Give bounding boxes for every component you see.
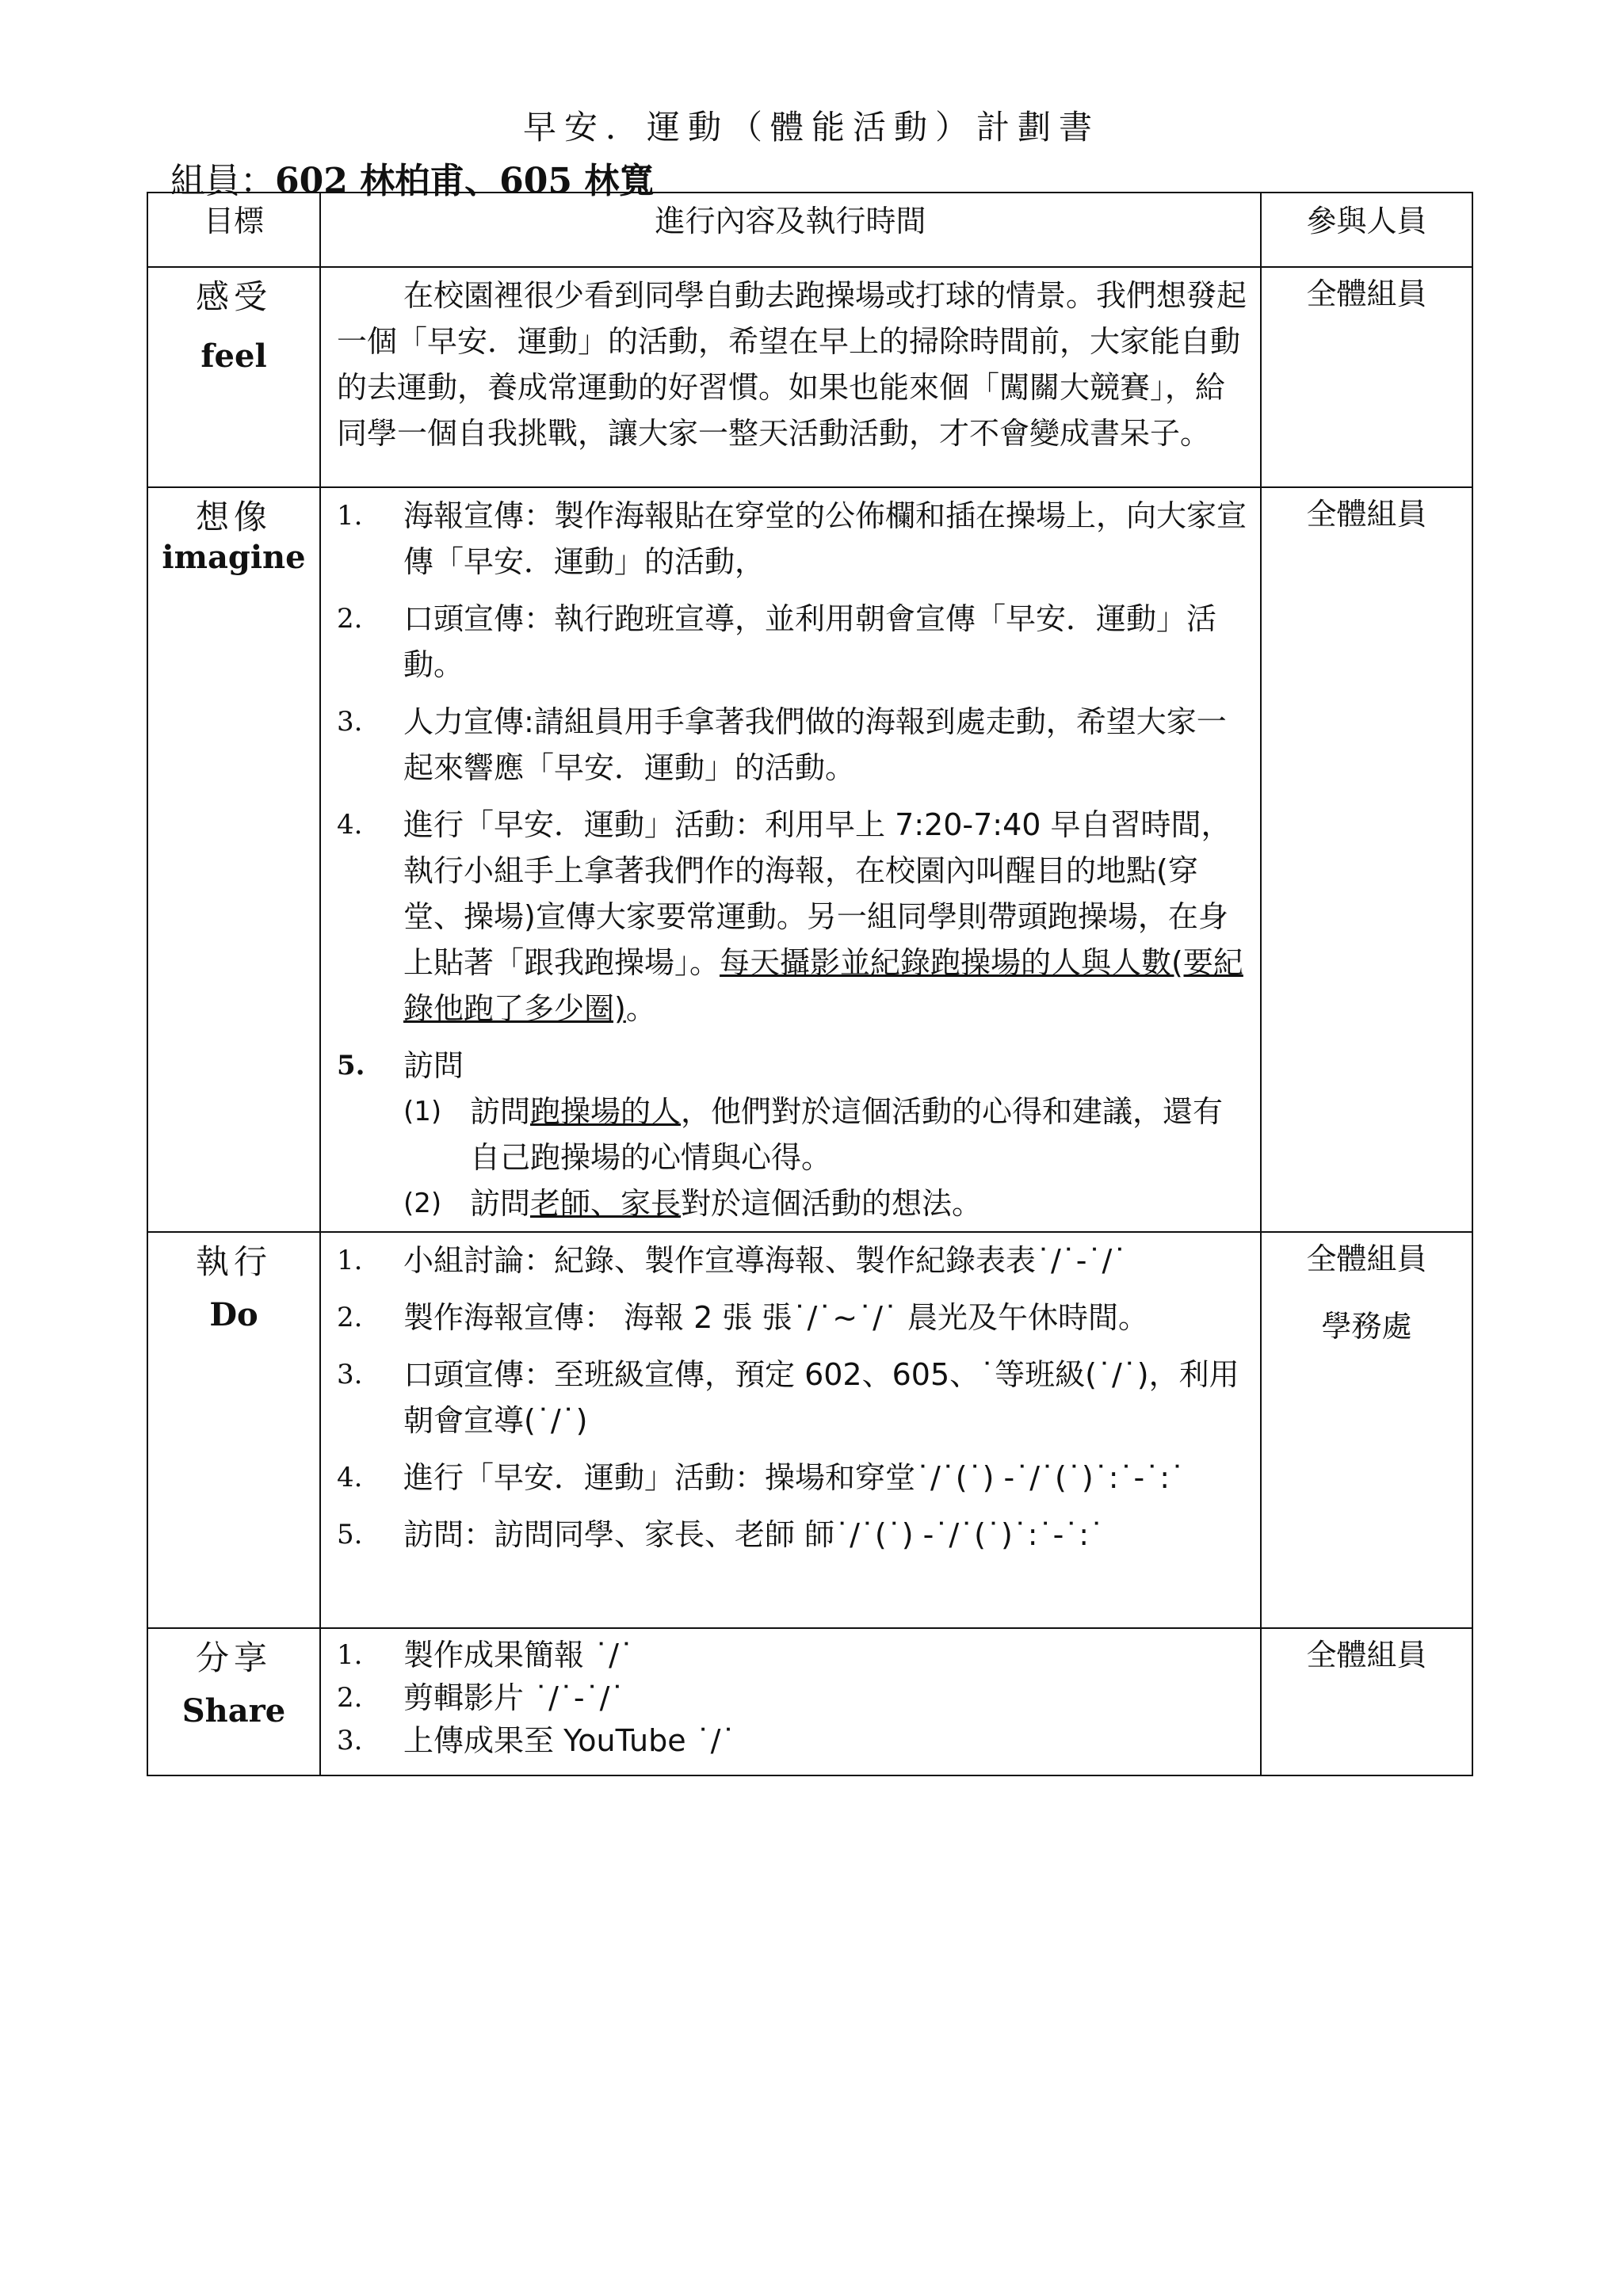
list-item: 2. 剪輯影片 ˙/˙-˙/˙	[337, 1680, 625, 1715]
participants-share-text: 全體組員	[1306, 1638, 1427, 1672]
list-item: 3. 上傳成果至 YouTube ˙/˙	[337, 1723, 736, 1758]
plan-table	[147, 192, 1473, 1776]
content-do	[320, 1232, 1261, 1628]
list-item: 1. 海報宣傳：製作海報貼在穿堂的公佈欄和插在操場上，向大家宣傳「早安．運動」的活動，	[337, 498, 1247, 579]
record-note: 每天攝影並紀錄跑操場的人與人數(要紀錄他跑了多少圈)	[403, 945, 1243, 1026]
participants-feel-text: 全體組員	[1306, 277, 1427, 311]
participants-imagine	[1261, 487, 1472, 1232]
sub-item: (1) 訪問跑操場的人，他們對於這個活動的心得和建議，還有自己跑操場的心情與心得。	[403, 1094, 1224, 1175]
list-item: 2. 製作海報宣傳： 海報 2 張 張˙/˙~˙/˙ 晨光及午休時間。	[337, 1300, 1149, 1335]
document-title: 早安．運動（體能活動）計劃書	[522, 108, 1100, 147]
header-participants: 參與人員	[1261, 193, 1472, 267]
list-item: 1. 小組討論：紀錄、製作宣導海報、製作紀錄表表˙/˙-˙/˙	[337, 1243, 1128, 1278]
goal-imagine	[147, 487, 320, 1232]
goal-do-zh: 執行	[195, 1242, 272, 1281]
goal-share-zh: 分享	[195, 1638, 272, 1677]
content-share	[320, 1628, 1261, 1775]
goal-feel	[147, 267, 320, 487]
content-feel	[320, 267, 1261, 487]
list-item: 4. 進行「早安．運動」活動：操場和穿堂˙/˙(˙) -˙/˙(˙)˙:˙-˙:˙	[337, 1460, 1186, 1495]
goal-share	[147, 1628, 320, 1775]
participants-do-b: 學務處	[1321, 1309, 1412, 1344]
list-item: 3. 人力宣傳:請組員用手拿著我們做的海報到處走動，希望大家一起來響應「早安．運動」的活動。	[337, 704, 1227, 785]
content-imagine	[320, 487, 1261, 1232]
goal-feel-zh: 感受	[195, 277, 272, 316]
list-item: 4. 進行「早安．運動」活動：利用早上 7:20-7:40 早自習時間，執行小組手上拿著我們作的海報，在校園內叫醒目的地點(穿堂、操場)宣傳大家要常運動。另一組同學則帶頭跑操場，在身上貼著「跟我跑操場」。每天攝影並紀錄跑操場的人與人數(要紀錄他跑了多少圈)。	[337, 807, 1243, 1026]
header-row	[147, 193, 1472, 267]
participants-do	[1261, 1232, 1472, 1628]
goal-imagine-zh: 想像	[195, 498, 272, 536]
header-goal: 目標	[147, 193, 320, 267]
list-item: 2. 口頭宣傳：執行跑班宣導，並利用朝會宣傳「早安．運動」活動。	[337, 601, 1217, 682]
row-do	[147, 1232, 1472, 1628]
header-content: 進行內容及執行時間	[320, 193, 1261, 267]
members-names: 602 林柏甫、605 林寬	[275, 161, 655, 201]
goal-do	[147, 1232, 320, 1628]
participants-feel	[1261, 267, 1472, 487]
list-item: 5. 訪問	[337, 1048, 464, 1083]
goal-share-en: Share	[181, 1692, 286, 1730]
participants-do-a: 全體組員	[1306, 1241, 1427, 1276]
row-share	[147, 1628, 1472, 1775]
row-imagine	[147, 487, 1472, 1232]
participants-imagine-text: 全體組員	[1306, 497, 1427, 532]
goal-feel-en: feel	[200, 338, 267, 375]
list-item: 5. 訪問：訪問同學、家長、老師 師˙/˙(˙) -˙/˙(˙)˙:˙-˙:˙	[337, 1517, 1105, 1552]
list-item: 1. 製作成果簡報 ˙/˙	[337, 1638, 634, 1672]
members-label: 組員：	[170, 161, 275, 201]
row-feel	[147, 267, 1472, 487]
goal-imagine-en: imagine	[162, 539, 306, 576]
goal-do-en: Do	[209, 1296, 258, 1333]
list-item: 3. 口頭宣傳：至班級宣傳，預定 602、605、˙等班級(˙/˙)，利用朝會宣導(˙/˙)	[337, 1357, 1239, 1438]
feel-paragraph: 在校園裡很少看到同學自動去跑操場或打球的情景。我們想發起一個「早安．運動」的活動，希望在早上的掃除時間前，大家能自動的去運動，養成常運動的好習慣。如果也能來個「闖關大競賽」，給同學一個自我挑戰，讓大家一整天活動活動，才不會變成書呆子。	[337, 278, 1247, 451]
participants-share	[1261, 1628, 1472, 1775]
sub-item: (2) 訪問老師、家長對於這個活動的想法。	[403, 1186, 983, 1221]
